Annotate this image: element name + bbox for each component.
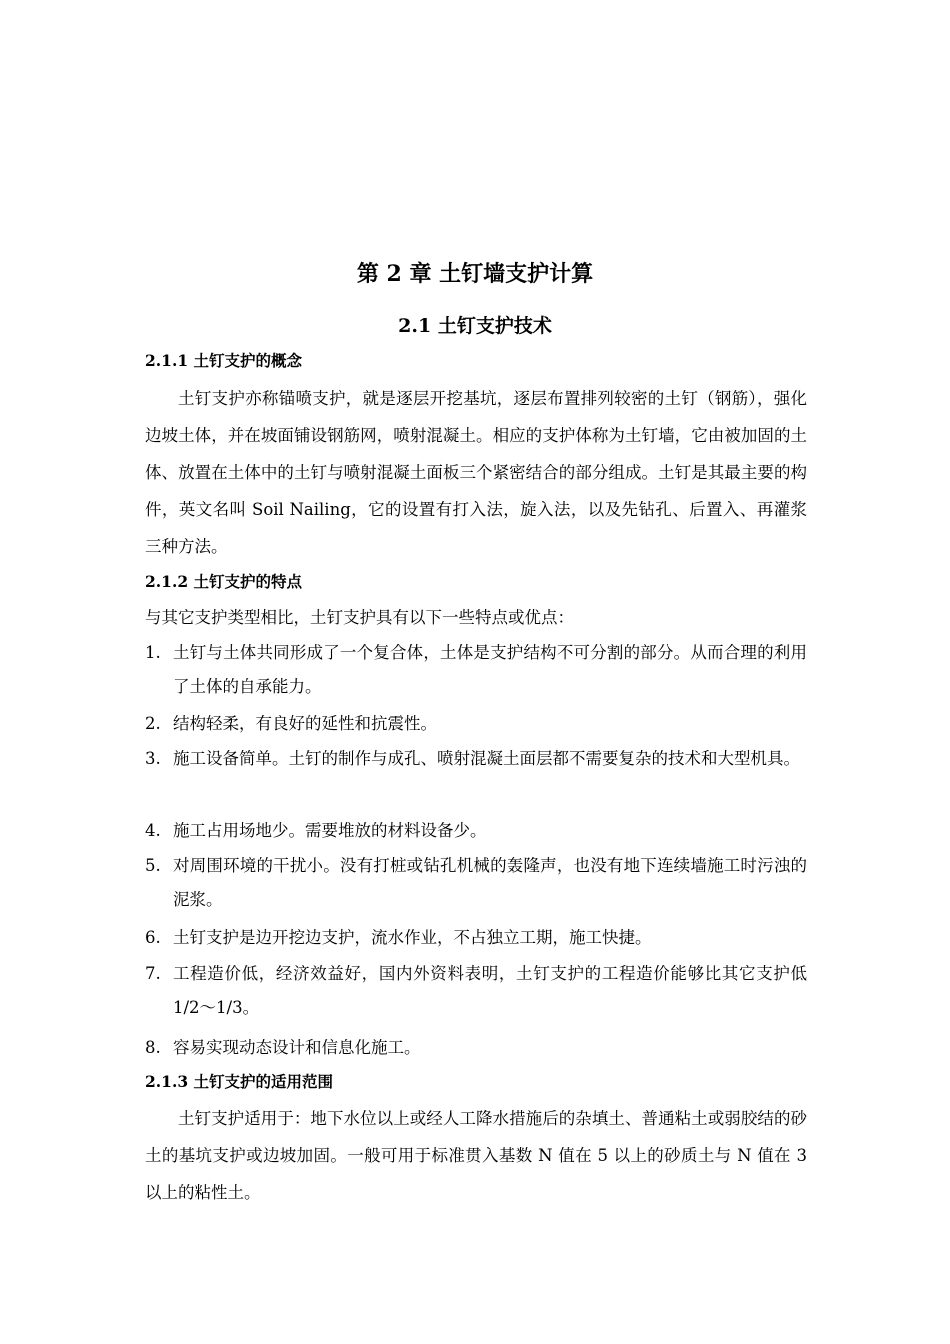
list-item-text: 结构轻柔，有良好的延性和抗震性。 <box>173 714 437 733</box>
list-item <box>145 921 807 955</box>
list-item-number: 2. <box>145 714 161 733</box>
list-item <box>145 814 807 848</box>
list-item <box>145 636 807 704</box>
list-item-number: 8. <box>145 1038 161 1057</box>
list-item-text: 土钉支护是边开挖边支护，流水作业，不占独立工期，施工快捷。 <box>173 928 652 947</box>
list-item-text: 土钉与土体共同形成了一个复合体，土体是支护结构不可分割的部分。从而合理的利用了土体的自承能力。 <box>173 643 807 696</box>
list-item <box>145 957 807 1025</box>
concept-paragraph: 土钉支护亦称锚喷支护，就是逐层开挖基坑，逐层布置排列较密的土钉（钢筋），强化边坡土体，并在坡面铺设钢筋网，喷射混凝土。相应的支护体称为土钉墙，它由被加固的土体、放置在土体中的土钉与喷射混凝土面板三个紧密结合的部分组成。土钉是其最主要的构件，英文名叫 Soil Nailing，它的设置有打入法，旋入法，以及先钻孔、后置入、再灌浆三种方法。 <box>145 389 807 556</box>
list-item-number: 3. <box>145 749 161 768</box>
chapter-title: 第 2 章 土钉墙支护计算 <box>356 261 594 287</box>
list-item-text: 施工设备简单。土钉的制作与成孔、喷射混凝土面层都不需要复杂的技术和大型机具。 <box>173 749 800 768</box>
list-item-text: 工程造价低，经济效益好，国内外资料表明，土钉支护的工程造价能够比其它支护低 1/2～1/3。 <box>173 964 807 1017</box>
list-item-text: 容易实现动态设计和信息化施工。 <box>173 1038 421 1057</box>
subsection-title-features: 2.1.2 土钉支护的特点 <box>145 572 303 591</box>
list-item-number: 7. <box>145 964 161 983</box>
list-item <box>145 742 807 776</box>
list-item-number: 5. <box>145 856 161 875</box>
list-item-text: 对周围环境的干扰小。没有打桩或钻孔机械的轰隆声，也没有地下连续墙施工时污浊的泥浆。 <box>173 856 807 909</box>
list-item-number: 4. <box>145 821 161 840</box>
features-intro: 与其它支护类型相比，土钉支护具有以下一些特点或优点： <box>145 608 574 627</box>
subsection-title-concept: 2.1.1 土钉支护的概念 <box>145 351 303 370</box>
list-item <box>145 1031 807 1065</box>
list-item <box>145 707 807 741</box>
subsection-title-scope: 2.1.3 土钉支护的适用范围 <box>145 1072 334 1091</box>
section-title: 2.1 土钉支护技术 <box>398 315 552 337</box>
list-item-text: 施工占用场地少。需要堆放的材料设备少。 <box>173 821 487 840</box>
list-item-number: 6. <box>145 928 161 947</box>
scope-paragraph: 土钉支护适用于：地下水位以上或经人工降水措施后的杂填土、普通粘土或弱胶结的砂土的基坑支护或边坡加固。一般可用于标准贯入基数 N 值在 5 以上的砂质土与 N 值在 3 以上的粘性土。 <box>145 1109 807 1202</box>
list-item <box>145 849 807 917</box>
list-item-number: 1. <box>145 643 161 662</box>
